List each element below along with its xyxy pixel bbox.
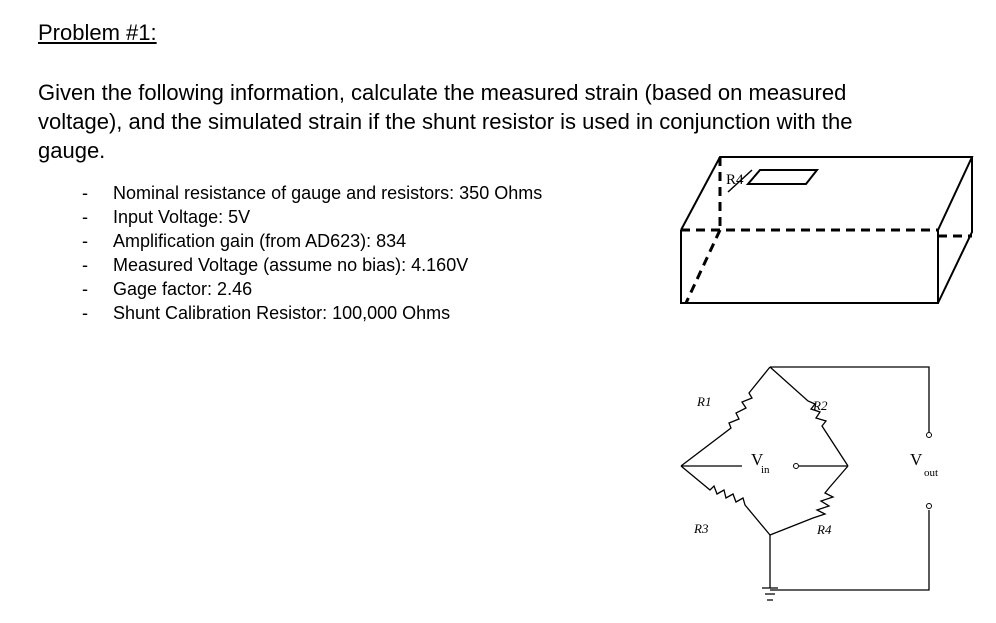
vout-label: V	[910, 450, 923, 469]
spec-text: Shunt Calibration Resistor: 100,000 Ohms	[113, 303, 451, 323]
bullet-dash: -	[82, 231, 88, 251]
label-r2: R2	[813, 398, 828, 413]
beam-dashed-diagonal	[686, 230, 720, 303]
problem-title: Problem #1:	[38, 20, 157, 45]
spec-text: Input Voltage: 5V	[113, 207, 251, 227]
bridge-r3-resistor	[681, 466, 770, 535]
bridge-r1-resistor	[681, 367, 770, 466]
vin-subscript: in	[761, 464, 770, 476]
list-item	[82, 253, 542, 277]
label-r3: R3	[694, 521, 709, 536]
label-r1: R1	[697, 394, 712, 409]
problem-statement: Given the following information, calculate the measured strain (based on measured voltage), and the simulated strain if the shunt resistor is used in conjunction with the gauge.	[38, 80, 853, 163]
vout-top-wire	[770, 367, 929, 432]
vout-subscript: out	[924, 467, 939, 479]
bullet-dash: -	[82, 255, 88, 275]
bridge-r2-resistor	[770, 367, 848, 466]
list-item	[82, 229, 542, 253]
ground-icon	[762, 588, 778, 600]
bullet-dash: -	[82, 279, 88, 299]
spec-text: Amplification gain (from AD623): 834	[113, 231, 407, 251]
list-item	[82, 181, 542, 205]
beam-front-face	[681, 230, 938, 303]
vout-bottom-wire	[770, 510, 929, 590]
list-item	[82, 277, 542, 301]
label-r4: R4	[817, 522, 832, 537]
spec-list	[82, 181, 542, 325]
spec-text: Gage factor: 2.46	[113, 279, 253, 299]
spec-text: Measured Voltage (assume no bias): 4.160V	[113, 255, 469, 275]
bridge-r4-resistor	[770, 466, 848, 535]
bullet-dash: -	[82, 183, 88, 203]
beam-top-face	[681, 157, 972, 230]
bullet-dash: -	[82, 303, 88, 323]
bullet-dash: -	[82, 207, 88, 227]
spec-text: Nominal resistance of gauge and resistors: 350 Ohms	[113, 183, 543, 203]
beam-right-edge	[938, 157, 972, 303]
strain-gauge-icon	[748, 170, 817, 184]
list-item	[82, 301, 542, 325]
gauge-label-r4: R4	[726, 172, 744, 188]
list-item	[82, 205, 542, 229]
vin-label: V	[751, 450, 764, 469]
